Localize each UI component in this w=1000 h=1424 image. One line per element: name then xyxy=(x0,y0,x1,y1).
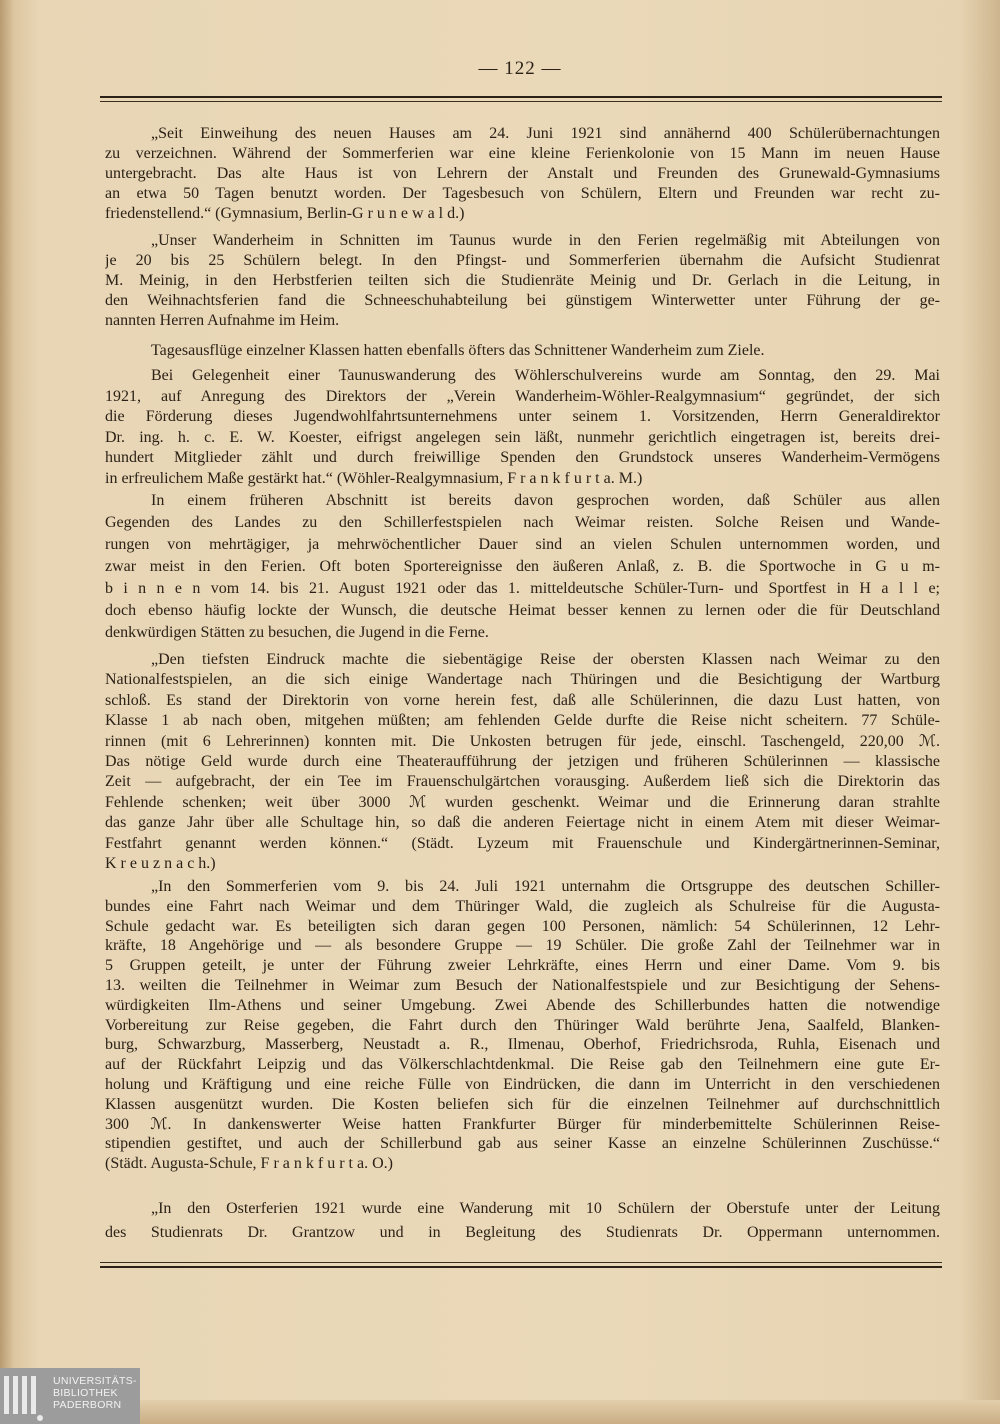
paragraph xyxy=(105,231,940,331)
text-line: in erfreulichem Maße gestärkt hat.“ (Wöhler-Realgymnasium, F r a n k f u r t a. M.) xyxy=(105,469,643,487)
text-line: würdigkeiten Ilm-Athens und seiner Umgebung. Zwei Abende des Schillerbundes hatten die notwendige xyxy=(105,996,940,1014)
text-line: Bei Gelegenheit einer Taunuswanderung des Wöhlerschulvereins wurde am Sonntag, den 29. Mai xyxy=(151,367,940,384)
paragraph xyxy=(105,490,940,644)
text-line: (Städt. Augusta-Schule, F r a n k f u r t a. O.) xyxy=(105,1155,393,1173)
text-line: Dr. ing. h. c. E. W. Koester, eifrigst angelegen sein läßt, nunmehr gerichtlich eingetragen ist, bereits drei- xyxy=(105,428,940,446)
logo-dot-icon xyxy=(37,1415,43,1421)
paragraph xyxy=(105,124,940,224)
text-line: 5 Gruppen geteilt, je unter der Führung zweier Lehrkräfte, eines Herrn und einer Dame. Vom 9. bis xyxy=(105,957,940,975)
text-line: an etwa 50 Tagen benutzt worden. Der Tagesbesuch von Schülern, Eltern und Freunden war recht zu- xyxy=(105,185,940,202)
text-line: Vorbereitung zur Reise gegeben, die Fahrt durch den Thüringer Wald berührte Jena, Saalfeld, Blanken- xyxy=(105,1016,940,1034)
text-line: je 20 bis 25 Schülern belegt. In den Pfingst- und Sommerferien übernahm die Aufsicht Studienrat xyxy=(105,252,940,269)
text-line: „In den Sommerferien vom 9. bis 24. Juli 1921 unternahm die Ortsgruppe des deutschen Schiller- xyxy=(151,878,940,895)
text-line: 300 ℳ. In dankenswerter Weise hatten Frankfurter Bürger für minderbemittelte Schülerinnen Reise- xyxy=(105,1115,940,1133)
text-line: des Studienrats Dr. Grantzow und in Begleitung des Studienrats Dr. Oppermann unternommen. xyxy=(105,1224,940,1241)
header-rule-thick xyxy=(100,96,942,98)
paragraph xyxy=(105,650,940,874)
text-line: rungen von mehrtägiger, ja mehrwöchentlicher Dauer sind an vielen Schulen unternommen worden, und xyxy=(105,536,940,553)
text-line: Klassen ausgenützt wurden. Die Kosten beliefen sich für die einzelnen Teilnehmer auf durchschnittlich xyxy=(105,1095,940,1113)
text-line: den Weihnachtsferien fand die Schneeschuhabteilung bei günstigem Winterwetter unter Führung der ge- xyxy=(105,292,940,309)
text-line: kräfte, 18 Angehörige und — als besondere Gruppe — 19 Schüler. Die große Zahl der Teilnehmer war in xyxy=(105,937,940,955)
text-line: zwar meist in den Ferien. Oft boten Sportereignisse den äußeren Anlaß, z. B. die Sportwoche in G u m- xyxy=(105,558,940,575)
text-line: Fehlende schenken; weit über 3000 ℳ wurden geschenkt. Weimar und die Erinnerung daran strahlte xyxy=(105,793,940,811)
text-line: In einem früheren Abschnitt ist bereits davon gesprochen worden, daß Schüler aus allen xyxy=(151,492,940,509)
text-line: untergebracht. Das alte Haus ist von Lehrern der Anstalt und Freunden des Grunewald-Gymnasiums xyxy=(105,165,940,182)
logo-bars-icon xyxy=(4,1376,40,1414)
text-line: die Förderung dieses Jugendwohlfahrtsunternehmens unter seinem 1. Vorsitzenden, Herrn Generaldirektor xyxy=(105,408,940,425)
page-number: — 122 — xyxy=(478,58,562,79)
text-line: burg, Schwarzburg, Masserberg, Neustadt a. R., Ilmenau, Oberhof, Friedrichsroda, Ruhla, Eisenach und xyxy=(105,1036,940,1054)
paragraph xyxy=(105,366,940,489)
text-line: Klasse 1 ab nach oben, mitgehen müßten; am fehlenden Gelde durfte die Reise nicht scheitern. 77 Schüle- xyxy=(105,712,940,730)
text-line: stipendien gestiftet, und auch der Schillerbund gab aus seiner Kasse an einzelne Schülerinnen Zuschüsse.“ xyxy=(105,1135,940,1153)
text-line: Schule gedacht war. Es beteiligten sich daran gegen 100 Personen, nämlich: 54 Schülerinnen, 12 Lehr- xyxy=(105,917,940,935)
text-line: rinnen (mit 6 Lehrerinnen) konnten mit. Die Unkosten betrugen für jede, einschl. Taschengeld, 220,00 ℳ. xyxy=(105,732,940,750)
header-rule-thin xyxy=(100,101,942,102)
paragraph xyxy=(105,1197,940,1245)
footer-rule-thick xyxy=(100,1266,942,1268)
text-line: hundert Mitglieder zählt und durch freiwillige Spenden den Grundstock unseres Wanderheim-Vermögens xyxy=(105,449,940,466)
paragraph xyxy=(105,341,940,361)
page-edge xyxy=(140,1400,1000,1424)
text-line: holung und Kräftigung und eine reiche Fülle von Eindrücken, die dann im Unterricht in den verschiedenen xyxy=(105,1075,940,1093)
text-line: 13. weilten die Teilnehmer in Weimar zum Besuch der Nationalfestspiele und zur Besichtigung der Sehens- xyxy=(105,976,940,994)
text-line: zu verzeichnen. Während der Sommerferien war eine kleine Ferienkolonie von 15 Mann im neuen Hause xyxy=(105,145,940,162)
text-line: Nationalfestspielen, an die sich einige Wandertage nach Thüringen und die Besichtigung der Wartburg xyxy=(105,671,940,689)
text-line: doch ebenso häufig lockte der Wunsch, die deutsche Heimat besser kennen zu lernen oder die für Deutschland xyxy=(105,602,940,619)
text-line: auf der Rückfahrt Leipzig und das Völkerschlachtdenkmal. Die Reise gab den Teilnehmern eine gute Er- xyxy=(105,1056,940,1074)
text-line: friedenstellend.“ (Gymnasium, Berlin-G r u n e w a l d.) xyxy=(105,205,465,222)
text-line: Das nötige Geld wurde durch eine Theateraufführung der jetzigen und früheren Schülerinnen — klassische xyxy=(105,752,940,770)
logo-text: UNIVERSITÄTS- BIBLIOTHEK PADERBORN xyxy=(53,1375,137,1411)
text-line: K r e u z n a c h.) xyxy=(105,854,216,872)
text-line: nannten Herren Aufnahme im Heim. xyxy=(105,312,340,329)
text-line: Zeit — aufgebracht, der ein Tee im Frauenschulgärtchen vorausging. Außerdem ließ sich die Direktorin das xyxy=(105,773,940,791)
text-line: Tagesausflüge einzelner Klassen hatten ebenfalls öfters das Schnittener Wanderheim zum Ziele. xyxy=(151,342,765,359)
paragraph xyxy=(105,877,940,1174)
text-line: M. Meinig, in den Herbstferien teilten sich die Studienräte Meinig und Dr. Gerlach in die Leitung, in xyxy=(105,272,940,289)
text-line: „Seit Einweihung des neuen Hauses am 24. Juni 1921 sind annähernd 400 Schülerübernachtungen xyxy=(151,125,940,142)
text-line: bundes eine Fahrt nach Weimar und dem Thüringer Wald, die zugleich als Schulreise für die Augusta- xyxy=(105,897,940,915)
text-line: „In den Osterferien 1921 wurde eine Wanderung mit 10 Schülern der Oberstufe unter der Leitung xyxy=(151,1200,940,1217)
text-line: schloß. Es stand der Direktorin von vorne herein fest, daß alle Schülerinnen, die dazu Lust hatten, von xyxy=(105,691,940,709)
footer-rule-thin xyxy=(100,1262,942,1263)
text-line: b i n n e n vom 14. bis 21. August 1921 oder das 1. mitteldeutsche Schüler-Turn- und Sportfest in H a l l e; xyxy=(105,580,940,597)
text-line: Gegenden des Landes zu den Schillerfestspielen nach Weimar reisten. Solche Reisen und Wande- xyxy=(105,514,940,531)
text-line: „Unser Wanderheim in Schnitten im Taunus wurde in den Ferien regelmäßig mit Abteilungen von xyxy=(151,232,940,249)
text-line: „Den tiefsten Eindruck machte die siebentägige Reise der obersten Klassen nach Weimar zu den xyxy=(151,651,940,668)
library-watermark-logo xyxy=(0,1368,140,1424)
text-line: das ganze Jahr über alle Schultage hin, so daß die anderen Feiertage nicht in einem Atem mit dieser Weimar- xyxy=(105,814,940,832)
text-line: denkwürdigen Stätten zu besuchen, die Jugend in die Ferne. xyxy=(105,624,489,641)
text-line: 1921, auf Anregung des Direktors der „Verein Wanderheim-Wöhler-Realgymnasium“ gegründet, der sich xyxy=(105,387,940,405)
text-line: Festfahrt genannt werden können.“ (Städt. Lyzeum mit Frauenschule und Kindergärtnerinnen-Seminar, xyxy=(105,834,940,852)
